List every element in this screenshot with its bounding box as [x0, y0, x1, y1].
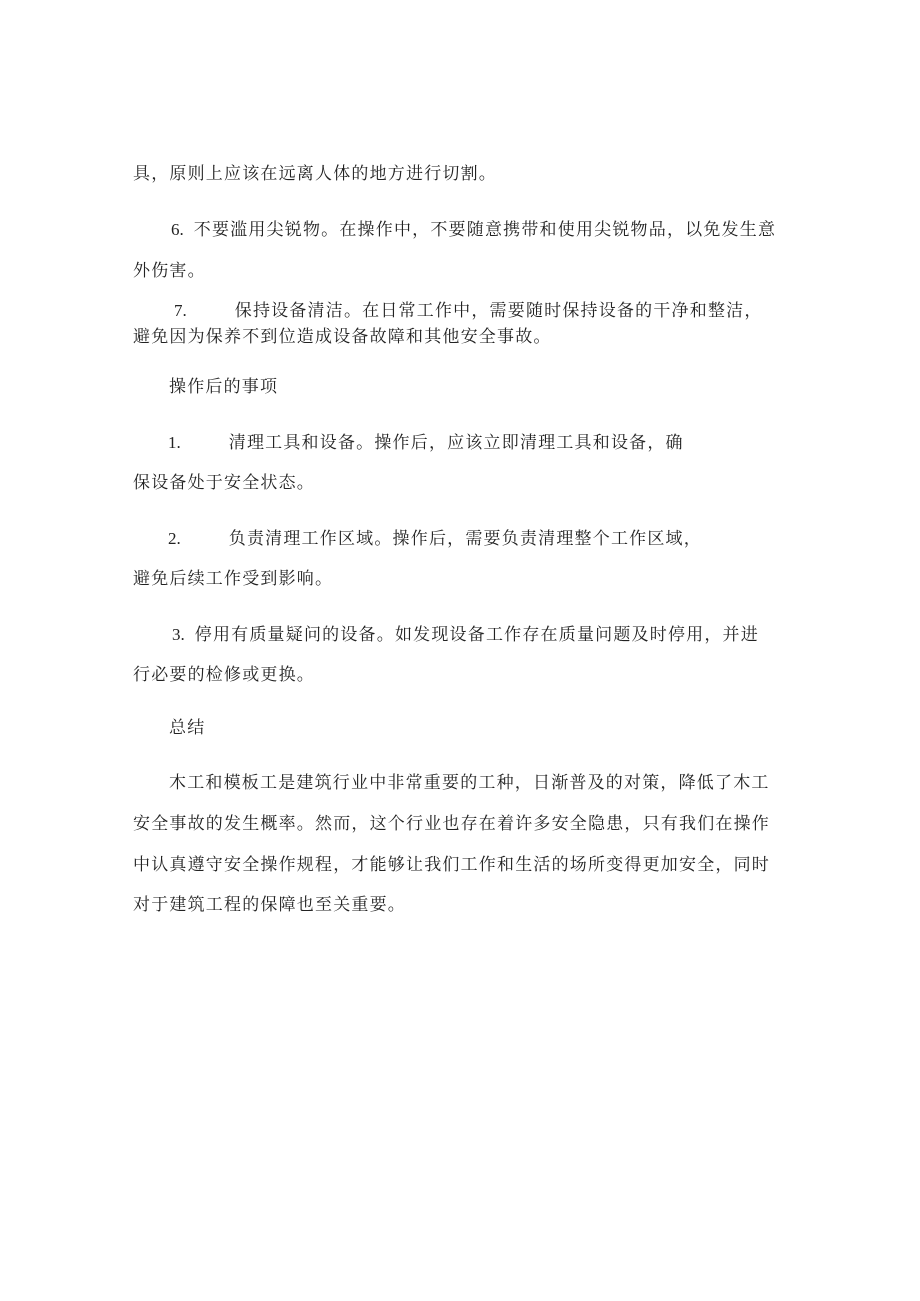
item-7-line-2: 避免因为保养不到位造成设备故障和其他安全事故。 — [133, 327, 552, 347]
continuation-line: 具，原则上应该在远离人体的地方进行切割。 — [133, 164, 497, 184]
item-6-line-2: 外伤害。 — [133, 261, 206, 281]
summary-heading: 总结 — [169, 718, 206, 738]
item-6-text: 不要滥用尖锐物。在操作中，不要随意携带和使用尖锐物品，以免发生意 — [193, 220, 777, 240]
after-3-number: 3. — [172, 625, 185, 644]
item-7-line-1 — [174, 300, 763, 322]
item-7-text: 保持设备清洁。在日常工作中，需要随时保持设备的干净和整洁， — [234, 301, 763, 321]
item-7-number: 7. — [174, 301, 187, 320]
after-2-line-1 — [168, 528, 702, 550]
after-1-text: 清理工具和设备。操作后，应该立即清理工具和设备，确 — [228, 433, 684, 453]
summary-line-3: 中认真遵守安全操作规程，才能够让我们工作和生活的场所变得更加安全，同时 — [133, 855, 770, 875]
after-3-line-2: 行必要的检修或更换。 — [133, 665, 315, 685]
after-2-text: 负责清理工作区域。操作后，需要负责清理整个工作区域， — [228, 529, 702, 549]
section-after-heading: 操作后的事项 — [169, 377, 279, 397]
after-3-text: 停用有质量疑问的设备。如发现设备工作存在质量问题及时停用，并进 — [194, 625, 759, 645]
summary-line-2: 安全事故的发生概率。然而，这个行业也存在着许多安全隐患，只有我们在操作 — [133, 814, 770, 834]
after-2-number: 2. — [168, 529, 181, 548]
after-1-number: 1. — [168, 433, 181, 452]
summary-line-4: 对于建筑工程的保障也至关重要。 — [133, 895, 406, 915]
after-1-line-2: 保设备处于安全状态。 — [133, 473, 315, 493]
after-1-line-1 — [168, 432, 684, 454]
item-6-line-1 — [171, 219, 776, 241]
item-6-number: 6. — [171, 220, 184, 239]
after-2-line-2: 避免后续工作受到影响。 — [133, 569, 334, 589]
summary-line-1: 木工和模板工是建筑行业中非常重要的工种，日渐普及的对策，降低了木工 — [169, 773, 770, 793]
after-3-line-1 — [172, 624, 759, 646]
